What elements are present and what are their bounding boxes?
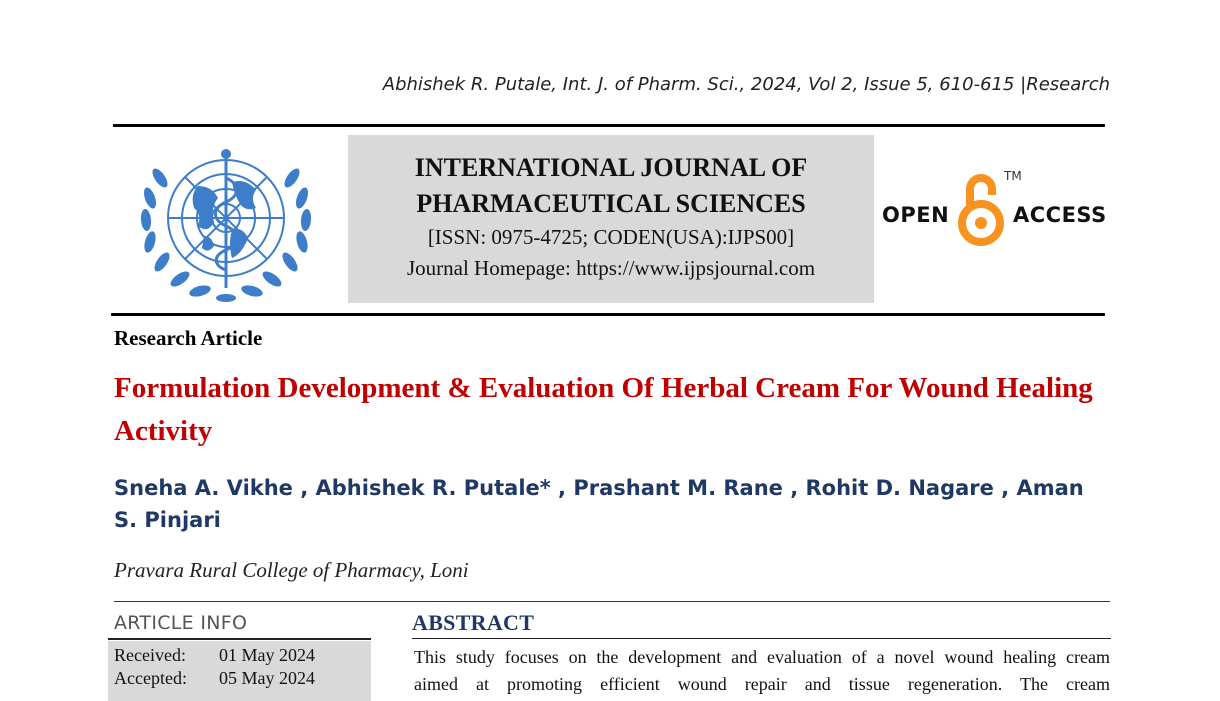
open-lock-icon bbox=[956, 165, 1006, 251]
article-type: Research Article bbox=[114, 326, 263, 350]
abstract-line: aimed at promoting efficient wound repair and tissue regeneration. The cream bbox=[414, 674, 1110, 694]
abstract-text bbox=[414, 644, 1110, 698]
trademark-mark: TM bbox=[1004, 169, 1022, 183]
received-label: Received: bbox=[114, 645, 186, 665]
open-access-logo bbox=[880, 165, 1110, 255]
open-access-access-word: ACCESS bbox=[1013, 203, 1107, 227]
abstract-heading: ABSTRACT bbox=[412, 610, 535, 635]
article-info-box bbox=[108, 641, 371, 701]
article-info-heading: ARTICLE INFO bbox=[114, 612, 248, 634]
accepted-date: 05 May 2024 bbox=[219, 668, 315, 688]
abstract-rule bbox=[412, 638, 1111, 639]
journal-homepage: Journal Homepage: https://www.ijpsjournal.com bbox=[406, 256, 816, 280]
journal-masthead bbox=[348, 135, 874, 303]
received-row bbox=[114, 645, 315, 666]
affiliation: Pravara Rural College of Pharmacy, Loni bbox=[114, 558, 469, 582]
article-info-rule bbox=[108, 638, 371, 640]
accepted-row bbox=[114, 668, 315, 689]
running-head: Abhishek R. Putale, Int. J. of Pharm. Sci., 2024, Vol 2, Issue 5, 610-615 |Research bbox=[382, 74, 1110, 95]
journal-issn: [ISSN: 0975-4725; CODEN(USA):IJPS00] bbox=[427, 225, 795, 249]
globe-laurel-caduceus-emblem-icon bbox=[128, 138, 324, 308]
open-access-open-word: OPEN bbox=[882, 203, 950, 227]
author-list: Sneha A. Vikhe , Abhishek R. Putale* , Prashant M. Rane , Rohit D. Nagare , Aman S. Pinjari bbox=[114, 476, 1084, 532]
article-title: Formulation Development & Evaluation Of Herbal Cream For Wound Healing Activity bbox=[114, 372, 1093, 447]
header-top-rule bbox=[113, 124, 1105, 127]
journal-title-line2: PHARMACEUTICAL SCIENCES bbox=[416, 189, 806, 218]
abstract-line: This study focuses on the development and evaluation of a novel wound healing cream bbox=[414, 647, 1110, 667]
received-date: 01 May 2024 bbox=[219, 645, 315, 665]
journal-title-line1: INTERNATIONAL JOURNAL OF bbox=[414, 153, 808, 182]
section-divider bbox=[114, 601, 1110, 602]
header-bottom-rule bbox=[111, 313, 1105, 316]
accepted-label: Accepted: bbox=[114, 668, 187, 688]
